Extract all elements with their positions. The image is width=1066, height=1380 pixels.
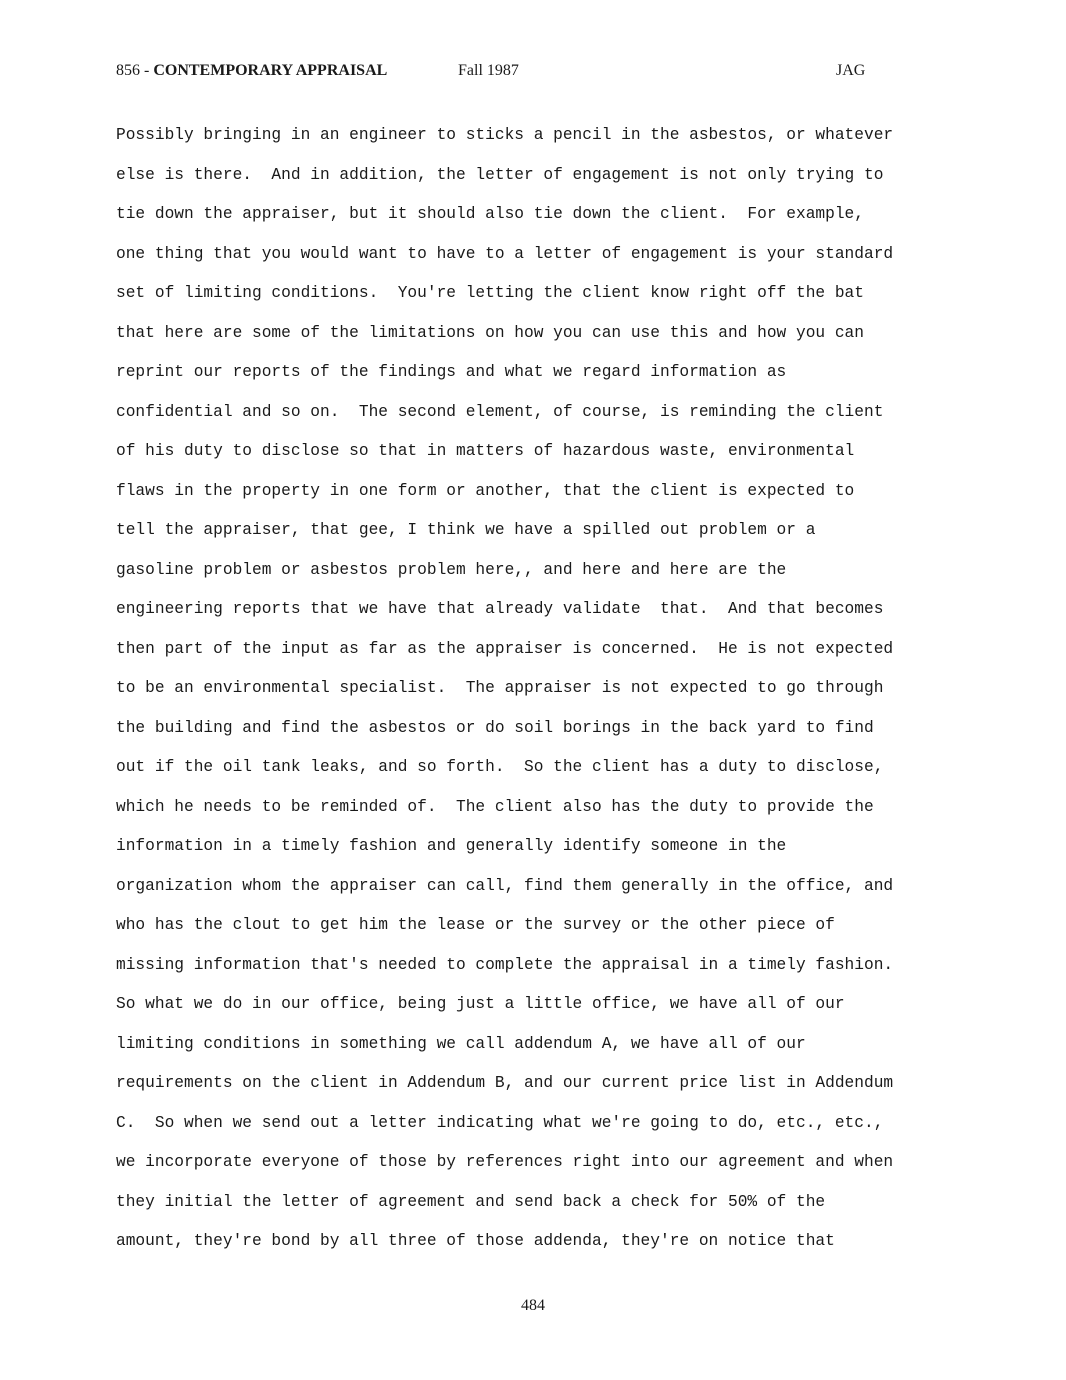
text-line: tie down the appraiser, but it should also tie down the client. For example, [116,205,864,223]
text-line: to be an environmental specialist. The appraiser is not expected to go through [116,679,884,697]
text-line: they initial the letter of agreement and send back a check for 50% of the [116,1192,826,1211]
text-line: set of limiting conditions. You're letting the client know right off the bat [116,284,864,302]
text-line: limiting conditions in something we call addendum A, we have all of our [116,1034,806,1053]
text-line: else is there. And in addition, the letter of engagement is not only trying to [116,165,884,184]
transcript-body [116,115,976,1261]
text-line: that here are some of the limitations on how you can use this and how you can [116,323,864,342]
text-line: requirements on the client in Addendum B, and our current price list in Addendum [116,1074,894,1092]
author-initials: JAG [836,62,866,79]
text-line: amount, they're bond by all three of those addenda, they're on notice that [116,1232,835,1250]
text-line: which he needs to be reminded of. The client also has the duty to provide the [116,797,874,816]
term-label: Fall 1987 [458,62,519,79]
text-line: confidential and so on. The second element, of course, is reminding the client [116,402,884,421]
text-line: Possibly bringing in an engineer to sticks a pencil in the asbestos, or whatever [116,126,894,144]
text-line: flaws in the property in one form or another, that the client is expected to [116,481,855,500]
text-line: C. So when we send out a letter indicating what we're going to do, etc., etc., [116,1113,884,1132]
page-header [116,62,876,84]
text-line: the building and find the asbestos or do soil borings in the back yard to find [116,718,874,737]
text-line: missing information that's needed to complete the appraisal in a timely fashion. [116,955,894,974]
text-line: So what we do in our office, being just a little office, we have all of our [116,995,845,1013]
text-line: engineering reports that we have that already validate that. And that becomes [116,600,884,618]
text-line: of his duty to disclose so that in matters of hazardous waste, environmental [116,442,855,460]
text-line: organization whom the appraiser can call, find them generally in the office, and [116,876,894,895]
text-line: then part of the input as far as the appraiser is concerned. He is not expected [116,639,894,658]
text-line: out if the oil tank leaks, and so forth. So the client has a duty to disclose, [116,758,884,776]
text-line: information in a timely fashion and generally identify someone in the [116,837,787,855]
text-line: tell the appraiser, that gee, I think we have a spilled out problem or a [116,521,816,539]
course-number: 856 - [116,62,154,79]
text-line: reprint our reports of the findings and what we regard information as [116,363,787,381]
course-label [116,62,387,80]
course-title: CONTEMPORARY APPRAISAL [153,62,388,79]
text-line: who has the clout to get him the lease or the survey or the other piece of [116,916,835,934]
text-line: one thing that you would want to have to a letter of engagement is your standard [116,244,894,263]
page-number: 484 [521,1297,545,1314]
text-line: we incorporate everyone of those by references right into our agreement and when [116,1153,894,1171]
text-line: gasoline problem or asbestos problem here,, and here and here are the [116,560,787,579]
